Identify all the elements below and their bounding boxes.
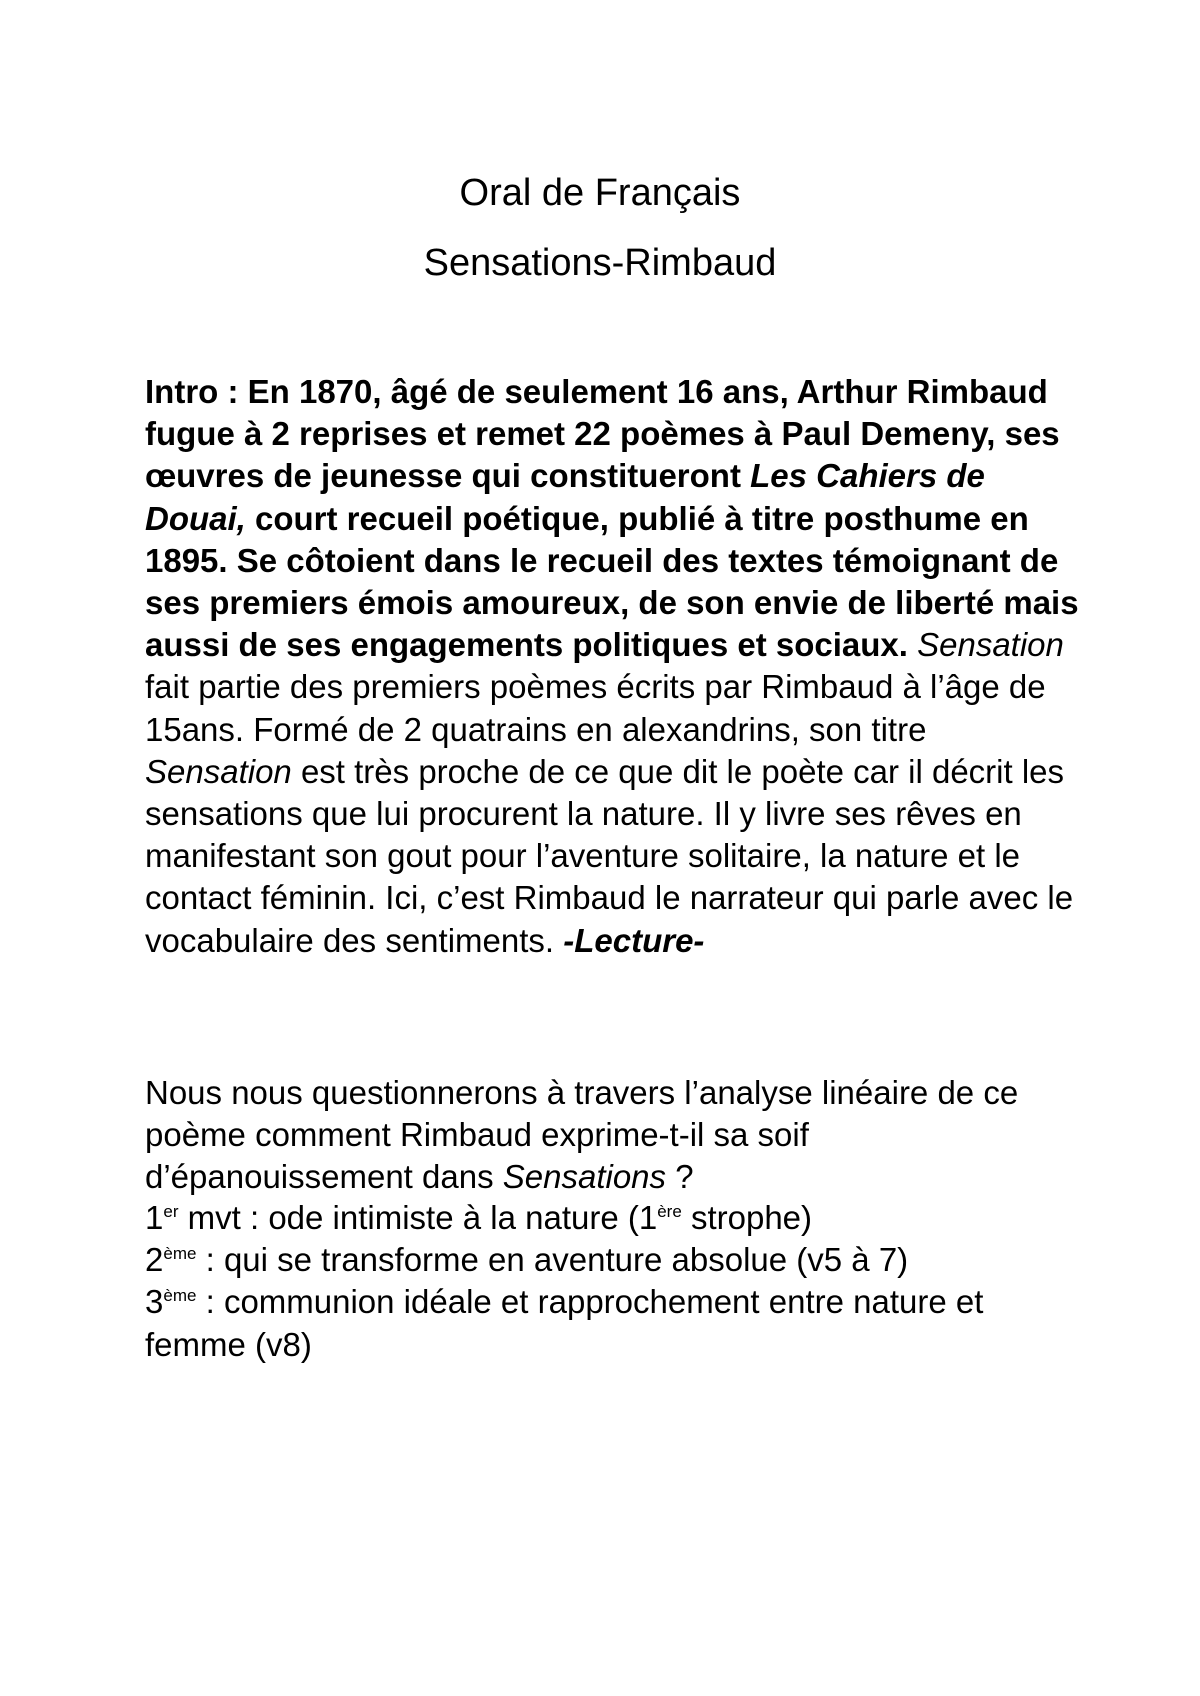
movement-item-1 [145,1197,1080,1239]
movement-ordinal-suffix: ème [163,1244,197,1264]
movement-number: 3 [145,1283,164,1321]
movement-number: 2 [145,1241,164,1279]
movement-ordinal-suffix: er [163,1202,179,1221]
movement-text: mvt : ode intimiste à la nature (1 [178,1199,658,1236]
intro-bold-text-continued: court recueil poétique, publié à titre posthume en 1895. Se côtoient dans le recueil des textes témoignant de ses premiers émois amoureux, de son envie de liberté mais aussi de ses engagements politiques et sociaux. [145,499,1079,664]
movement-text: : qui se transforme en aventure absolue (v5 à 7) [196,1241,909,1279]
intro-bold-text: Intro : En 1870, âgé de seulement 16 ans, Arthur Rimbaud fugue à 2 reprises et remet 22 poèmes à Paul Demeny, ses œuvres de jeunesse qui constitueront [145,373,1060,495]
movement-item-2 [145,1239,1080,1281]
intro-spacer [908,626,917,663]
movement-ordinal-suffix: ème [163,1286,197,1306]
problematic-paragraph [145,1072,1080,1199]
lecture-marker: -Lecture- [563,921,705,959]
intro-text: fait partie des premiers poèmes écrits par Rimbaud à l’âge de 15ans. Formé de 2 quatrains en alexandrins, son titre [145,668,1046,748]
poem-title-sensations: Sensations [502,1158,667,1196]
problematic-question-mark: ? [666,1158,694,1196]
movement-text: : communion idéale et rapprochement entre nature et femme (v8) [145,1283,984,1363]
movement-item-3 [145,1281,1080,1365]
poem-title-sensation-2: Sensation [145,752,292,790]
strophe-ordinal-suffix: ère [657,1202,682,1221]
book-title-cahiers-de-douai: Les Cahiers de Douai, [145,457,985,537]
movement-text-end: strophe) [681,1199,813,1236]
document-title: Oral de Français [459,172,741,214]
movements-list [145,1197,1080,1366]
poem-title-sensation: Sensation [917,626,1064,664]
problematic-text: Nous nous questionnerons à travers l’analyse linéaire de ce poème comment Rimbaud exprime-t-il sa soif d’épanouissement dans [145,1074,1019,1196]
movement-number: 1 [145,1199,164,1236]
intro-text-continued: est très proche de ce que dit le poète car il décrit les sensations que lui procurent la nature. Il y livre ses rêves en manifestant son gout pour l’aventure solitaire, la nature et le contact féminin. Ici, c’est Rimbaud le narrateur qui parle avec le vocabulaire des sentiments. [145,752,1074,959]
intro-paragraph [145,371,1080,962]
document-subtitle: Sensations-Rimbaud [423,242,777,284]
